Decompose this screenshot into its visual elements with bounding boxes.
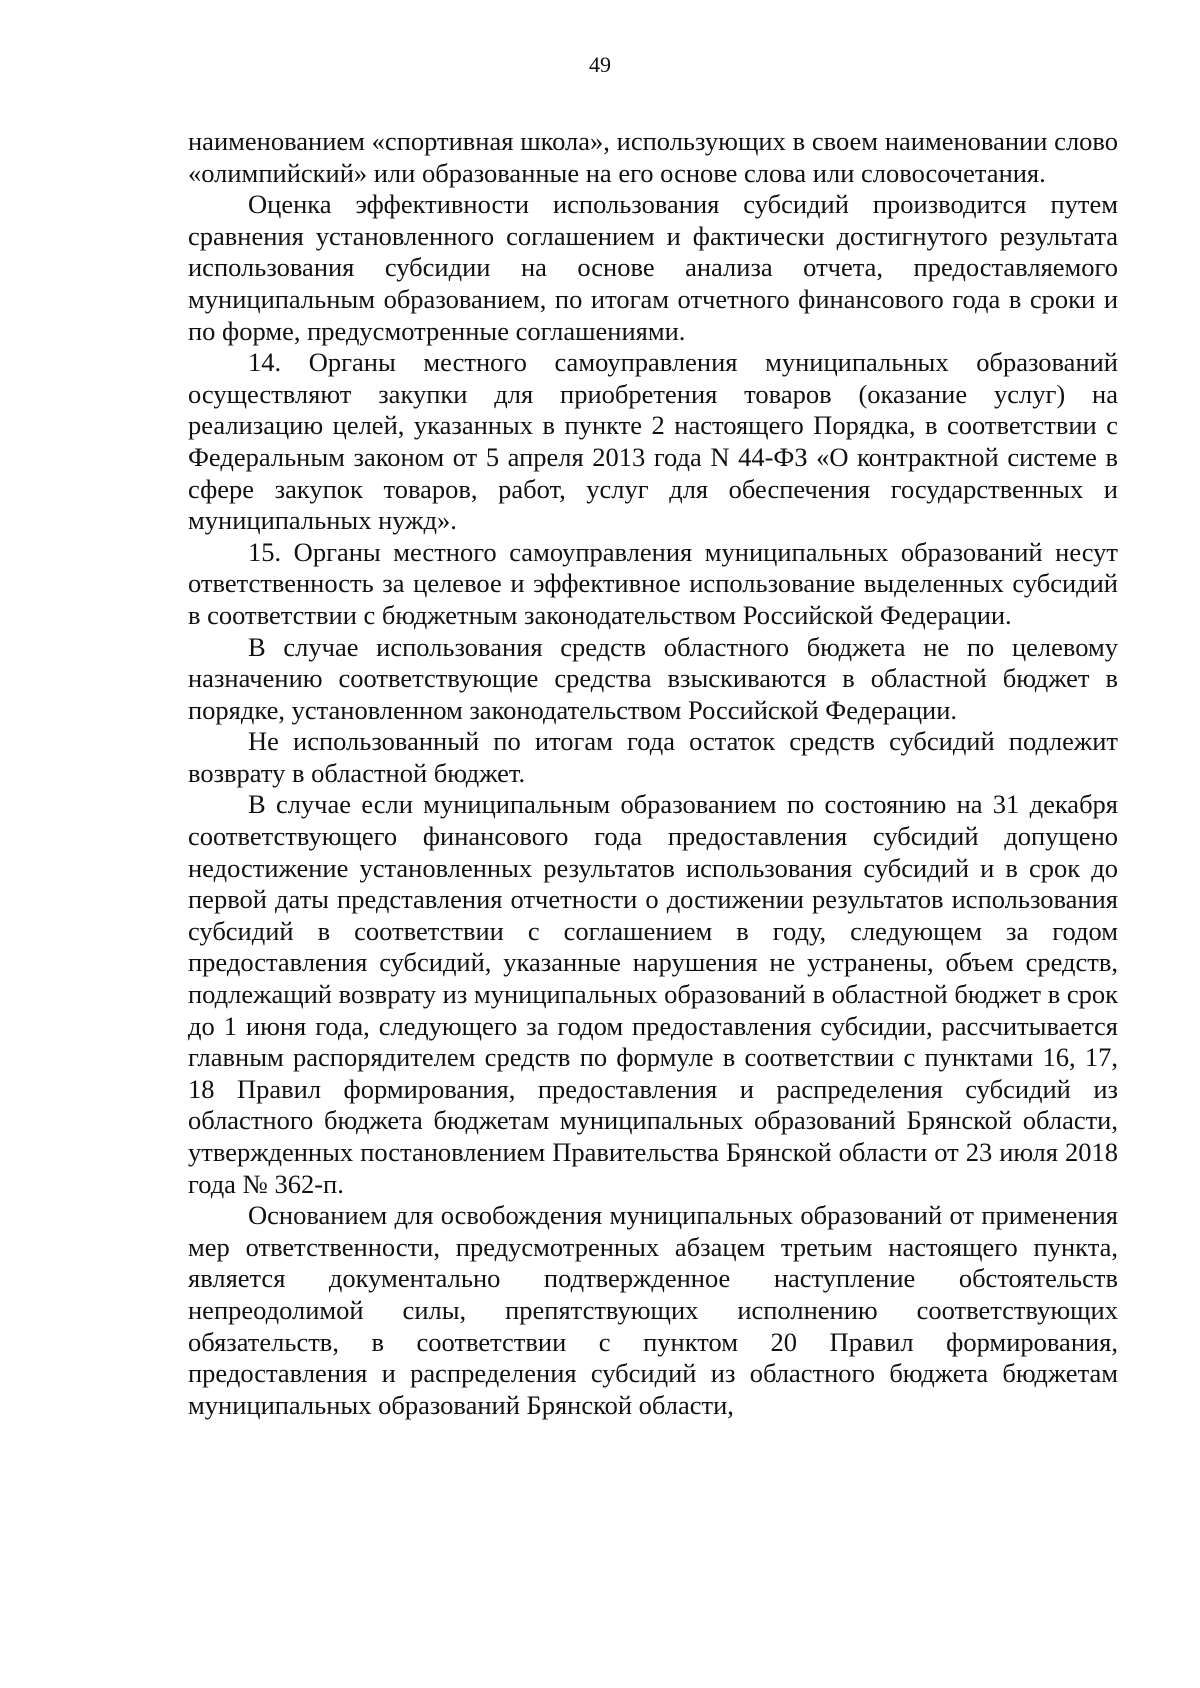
paragraph: В случае если муниципальным образованием по состоянию на 31 декабря соответствующего финансового года предоставления субсидий допущено недостижение установленных результатов использования субсидий и в срок до первой даты представления отчетности о достижении результатов использования субсидий в соответствии с соглашением в году, следующем за годом предоставления субсидий, указанные нарушения не устранены, объем средств, подлежащий возврату из муниципальных образований в областной бюджет в срок до 1 июня года, следующего за годом предоставления субсидии, рассчитывается главным распорядителем средств по формуле в соответствии с пунктами 16, 17, 18 Правил формирования, предоставления и распределения субсидий из областного бюджета бюджетам муниципальных образований Брянской области, утвержденных постановлением Правительства Брянской области от 23 июля 2018 года № 362-п. bbox=[188, 789, 1118, 1199]
paragraph: Основанием для освобождения муниципальных образований от применения мер ответственности, предусмотренных абзацем третьим настоящего пункта, является документально подтвержденное наступление обстоятельств непреодолимой силы, препятствующих исполнению соответствующих обязательств, в соответствии с пунктом 20 Правил формирования, предоставления и распределения субсидий из областного бюджета бюджетам муниципальных образований Брянской области, bbox=[188, 1200, 1118, 1420]
paragraph: Не использованный по итогам года остаток средств субсидий подлежит возврату в областной бюджет. bbox=[188, 726, 1118, 788]
document-body bbox=[188, 126, 1118, 1421]
paragraph: наименованием «спортивная школа», использующих в своем наименовании слово «олимпийский» или образованные на его основе слова или словосочетания. bbox=[188, 126, 1118, 188]
paragraph: 14. Органы местного самоуправления муниципальных образований осуществляют закупки для приобретения товаров (оказание услуг) на реализацию целей, указанных в пункте 2 настоящего Порядка, в соответствии с Федеральным законом от 5 апреля 2013 года N 44-ФЗ «О контрактной системе в сфере закупок товаров, работ, услуг для обеспечения государственных и муниципальных нужд». bbox=[188, 347, 1118, 536]
paragraph: Оценка эффективности использования субсидий производится путем сравнения установленного соглашением и фактически достигнутого результата использования субсидии на основе анализа отчета, предоставляемого муниципальным образованием, по итогам отчетного финансового года в сроки и по форме, предусмотренные соглашениями. bbox=[188, 189, 1118, 346]
page-number: 49 bbox=[589, 52, 611, 77]
paragraph: В случае использования средств областного бюджета не по целевому назначению соответствующие средства взыскиваются в областной бюджет в порядке, установленном законодательством Российской Федерации. bbox=[188, 631, 1118, 725]
paragraph: 15. Органы местного самоуправления муниципальных образований несут ответственность за целевое и эффективное использование выделенных субсидий в соответствии с бюджетным законодательством Российской Федерации. bbox=[188, 536, 1118, 630]
